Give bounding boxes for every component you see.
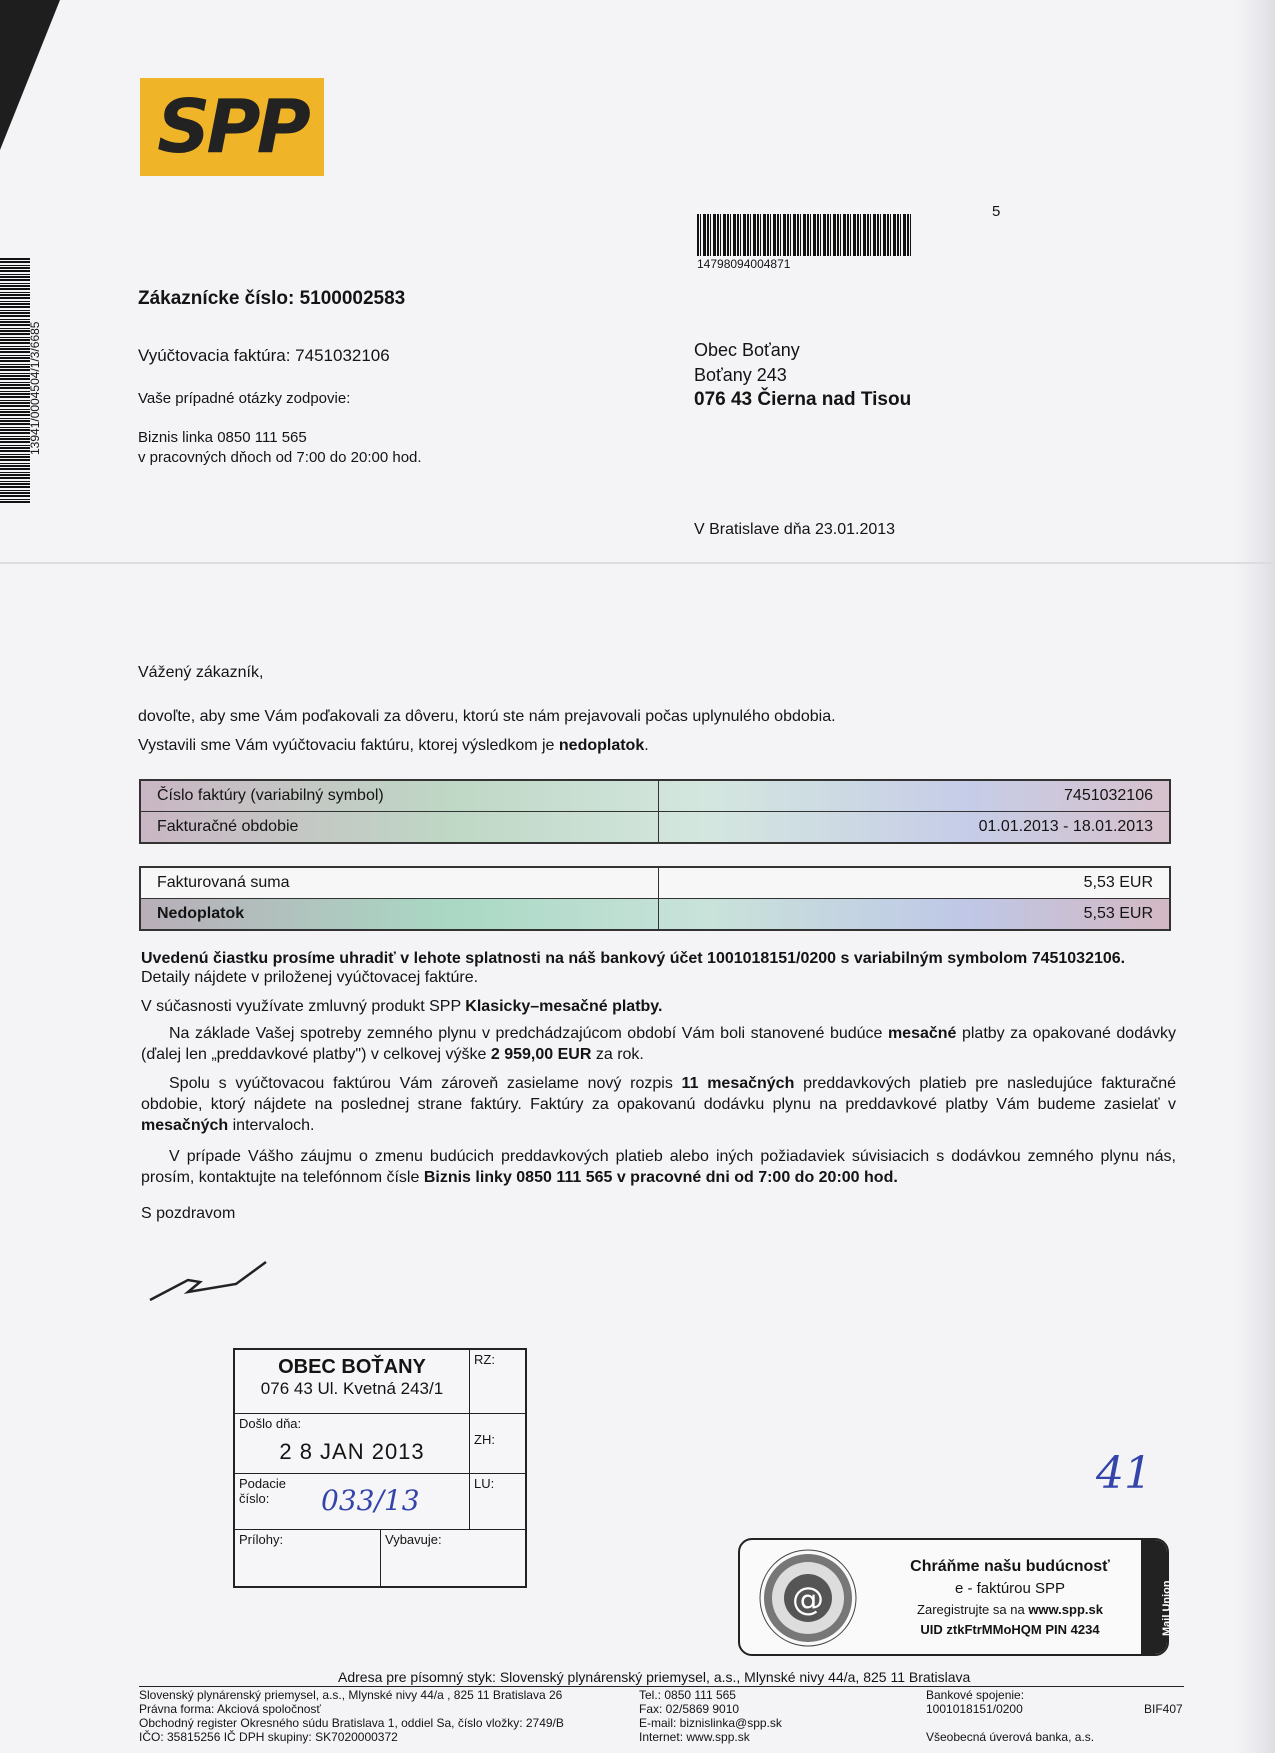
- row-value: 5,53 EUR: [1083, 905, 1153, 922]
- row-label: Fakturovaná suma: [141, 868, 659, 898]
- intro-line-1: dovoľte, aby sme Vám poďakovali za dôveru, ktorú ste nám prejavovali počas uplynulého obdobia.: [138, 708, 836, 725]
- date-line: V Bratislave dňa 23.01.2013: [694, 521, 896, 538]
- row-label: Nedoplatok: [141, 899, 659, 929]
- recipient-street: Boťany 243: [694, 365, 787, 385]
- recipient-city: 076 43 Čierna nad Tisou: [694, 389, 912, 410]
- row-value: 7451032106: [1064, 787, 1153, 804]
- amount-table: [139, 866, 1171, 931]
- intro-line-2: Vystavili sme Vám vyúčtovaciu faktúru, ktorej výsledkom je nedoplatok.: [138, 737, 649, 754]
- row-value: 01.01.2013 - 18.01.2013: [978, 818, 1153, 835]
- handwritten-number-41: 41: [1096, 1448, 1152, 1499]
- stamp-rz: RZ:: [470, 1350, 527, 1414]
- stamp-address: 076 43 Ul. Kvetná 243/1: [260, 1379, 444, 1398]
- paragraph-advance-payments: Na základe Vašej spotreby zemného plynu v predchádzajúcom období Vám boli stanovené budúce mesačné platby za opakované dodávky (ďalej len „preddavkové platby") v celkovej výške 2 959,00 EUR za rok.: [141, 1025, 1176, 1063]
- stamp-header: [235, 1350, 470, 1414]
- svg-text:@: @: [792, 1580, 824, 1618]
- footer-bank-info: Bankové spojenie: 1001018151/0200 Všeobecná úverová banka, a.s.: [926, 1688, 1095, 1744]
- questions-label: Vaše prípadné otázky zodpovie:: [138, 390, 351, 407]
- stamp-zh: ZH:: [470, 1414, 527, 1474]
- barcode-number: 14798094004871: [697, 257, 791, 271]
- closing: S pozdravom: [141, 1205, 236, 1222]
- stamp-podacie: Podacie číslo: 033/13: [235, 1474, 470, 1530]
- page-edge-shadow: [1235, 0, 1275, 1753]
- row-label: Číslo faktúry (variabilný symbol): [141, 781, 659, 811]
- product-line: V súčasnosti využívate zmluvný produkt SPP Klasicky–mesačné platby.: [141, 998, 663, 1015]
- stamp-received: [235, 1414, 470, 1474]
- greeting: Vážený zákazník,: [138, 664, 264, 681]
- promo-subtitle: e - faktúrou SPP: [954, 1580, 1066, 1597]
- footer-contact-info: Tel.: 0850 111 565 Fax: 02/5869 9010 E-mail: biznislinka@spp.sk Internet: www.spp.sk: [639, 1688, 782, 1744]
- footer-postal-address: Adresa pre písomný styk: Slovenský plynárenský priemysel, a.s., Mlynské nivy 44/a, 825 11 Bratislava: [338, 1669, 971, 1685]
- footer-divider: [139, 1686, 1184, 1687]
- footer-code: BIF407: [1144, 1702, 1183, 1716]
- signature: [148, 1260, 270, 1305]
- invoice-number-line: Vyúčtovacia faktúra: 7451032106: [138, 346, 390, 365]
- barcode: [697, 214, 911, 256]
- mail-union-logo: Mail Union: [1141, 1540, 1167, 1654]
- spp-logo: SPP: [140, 78, 324, 176]
- stamp-handler: Vybavuje:: [385, 1532, 442, 1547]
- table-row: [141, 811, 1169, 842]
- side-code: 13941/0004504/1/3/6685: [28, 321, 42, 455]
- promo-register: Zaregistrujte sa na www.spp.sk: [917, 1602, 1103, 1617]
- e-invoice-promo: [738, 1538, 1173, 1656]
- stamp-date: 2 8 JAN 2013: [279, 1439, 425, 1464]
- stamp-lu: LU:: [470, 1474, 527, 1530]
- payment-instruction: Uvedenú čiastku prosíme uhradiť v lehote splatnosti na náš bankový účet 1001018151/0200 s variabilným symbolom 7451032106.: [141, 950, 1126, 967]
- fold-line: [0, 562, 1275, 564]
- payment-detail: Detaily nájdete v priloženej vyúčtovacej faktúre.: [141, 969, 479, 986]
- customer-number: Zákaznícke číslo: 5100002583: [138, 288, 406, 309]
- sunflower-email-icon: [758, 1548, 858, 1648]
- invoice-info-table: [139, 779, 1171, 844]
- hotline: Biznis linka 0850 111 565: [138, 429, 307, 446]
- promo-uid-pin: UID ztkFtrMMoHQM PIN 4234: [920, 1622, 1100, 1637]
- stamp-received-label: Došlo dňa:: [239, 1416, 302, 1431]
- row-label: Fakturačné obdobie: [141, 812, 659, 842]
- recipient-name: Obec Boťany: [694, 340, 800, 360]
- stamp-title: OBEC BOŤANY: [278, 1356, 426, 1378]
- stamp-attachments: Prílohy:: [235, 1530, 381, 1588]
- folded-corner: [0, 0, 60, 150]
- table-row: [141, 868, 1169, 898]
- table-row: [141, 898, 1169, 929]
- handwritten-number: 033/13: [321, 1484, 420, 1517]
- footer-company-info: Slovenský plynárenský priemysel, a.s., Mlynské nivy 44/a , 825 11 Bratislava 26 Právna forma: Akciová spoločnosť Obchodný register Okresného súdu Bratislava 1, oddiel Sa, číslo vložky: 2749/B IČO: 35815256 IČ DPH skupiny: SK7020000372: [139, 1688, 564, 1744]
- registry-stamp: [233, 1348, 527, 1588]
- table-row: [141, 781, 1169, 811]
- hotline-hours: v pracovných dňoch od 7:00 do 20:00 hod.: [138, 449, 422, 466]
- side-barcode: [0, 258, 30, 503]
- page-number: 5: [992, 203, 1001, 220]
- paragraph-contact: V prípade Vášho záujmu o zmenu budúcich preddavkových platieb alebo iných požiadaviek súvisiacich s dodávkou zemného plynu nás, prosím, kontaktujte na telefónnom čísle Biznis linky 0850 111 565 v pracovné dni od 7:00 do 20:00 hod.: [141, 1148, 1176, 1186]
- paragraph-schedule: Spolu s vyúčtovacou faktúrou Vám zároveň zasielame nový rozpis 11 mesačných preddavkových platieb pre nasledujúce fakturačné obdobie, ktorý nájdete na poslednej strane faktúry. Faktúry za opakovanú dodávku plynu na preddavkové platby Vám budeme zasielať v mesačných intervaloch.: [141, 1075, 1176, 1134]
- row-value: 5,53 EUR: [1083, 874, 1153, 891]
- promo-title: Chráňme našu budúcnosť: [910, 1558, 1110, 1575]
